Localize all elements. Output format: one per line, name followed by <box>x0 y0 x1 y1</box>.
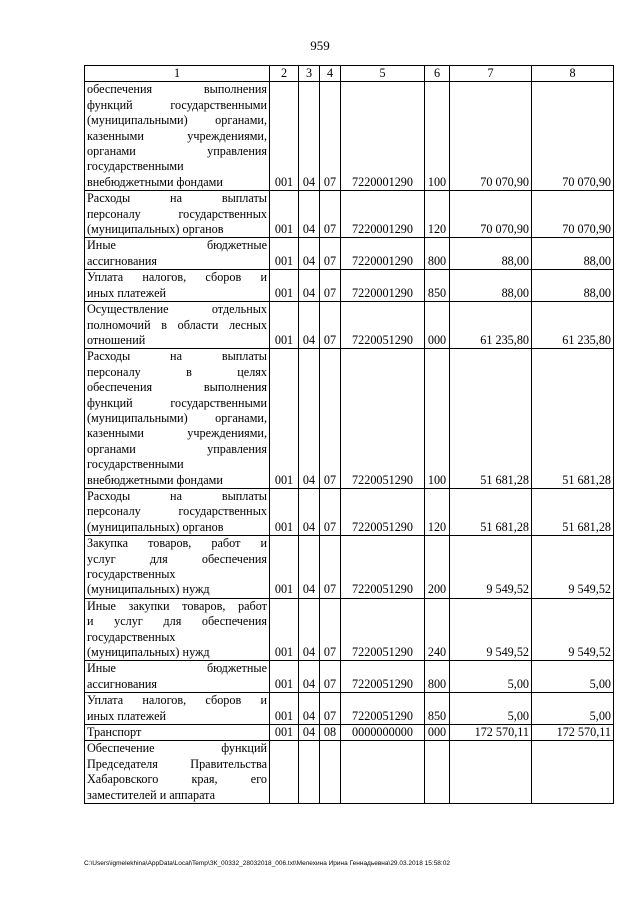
expense-type-cell: 100 <box>425 82 450 191</box>
expense-name-line: иных платежей <box>87 285 166 300</box>
expense-type-cell <box>425 741 450 804</box>
expense-name-line: функций государственными <box>87 395 267 410</box>
amount-cell: 70 070,90 <box>532 191 614 238</box>
expense-type-cell: 100 <box>425 349 450 489</box>
subsection-code-cell <box>320 741 341 804</box>
expense-name-line: Уплата налогов, сборов и <box>87 693 267 708</box>
expense-type-cell: 000 <box>425 302 450 349</box>
expense-name-line: Уплата налогов, сборов и <box>87 270 267 285</box>
expense-name-line: государственными <box>87 159 184 174</box>
section-code-cell: 04 <box>299 488 320 535</box>
amount-cell <box>532 741 614 804</box>
admin-code-cell: 001 <box>270 725 299 741</box>
subsection-code-cell: 07 <box>320 661 341 693</box>
expense-name-line: казенными учреждениями, <box>87 128 267 143</box>
amount-cell: 70 070,90 <box>532 82 614 191</box>
table-row <box>85 598 614 661</box>
admin-code-cell: 001 <box>270 238 299 270</box>
section-code-cell: 04 <box>299 349 320 489</box>
amount-cell: 51 681,28 <box>450 488 532 535</box>
expense-name-line: Хабаровского края, его <box>87 772 267 787</box>
subsection-code-cell: 07 <box>320 238 341 270</box>
expense-name-line: внебюджетными фондами <box>87 472 223 487</box>
expense-name-line: (муниципальных) нужд <box>87 645 210 660</box>
expense-name-line: Расходы на выплаты <box>87 191 267 206</box>
expense-name-cell <box>85 661 270 693</box>
table-row <box>85 191 614 238</box>
expense-name-cell <box>85 82 270 191</box>
expense-name-line: обеспечения выполнения <box>87 82 267 97</box>
amount-cell: 88,00 <box>532 238 614 270</box>
section-code-cell: 04 <box>299 536 320 599</box>
table-row <box>85 270 614 302</box>
subsection-code-cell: 07 <box>320 536 341 599</box>
amount-cell: 70 070,90 <box>450 82 532 191</box>
expense-name-line: государственных <box>87 629 176 644</box>
target-article-cell: 7220051290 <box>341 302 425 349</box>
amount-cell: 172 570,11 <box>532 725 614 741</box>
expense-name-line: ассигнования <box>87 676 158 691</box>
amount-cell: 5,00 <box>450 693 532 725</box>
target-article-cell: 7220001290 <box>341 270 425 302</box>
amount-cell: 9 549,52 <box>450 598 532 661</box>
section-code-cell: 04 <box>299 238 320 270</box>
target-article-cell: 7220051290 <box>341 536 425 599</box>
subsection-code-cell: 07 <box>320 270 341 302</box>
table-row <box>85 693 614 725</box>
expense-name-line: и услуг для обеспечения <box>87 614 267 629</box>
target-article-cell: 7220051290 <box>341 488 425 535</box>
admin-code-cell: 001 <box>270 661 299 693</box>
table-row <box>85 725 614 741</box>
table-row <box>85 661 614 693</box>
table-row <box>85 238 614 270</box>
target-article-cell: 7220001290 <box>341 82 425 191</box>
amount-cell: 51 681,28 <box>450 349 532 489</box>
subsection-code-cell: 07 <box>320 191 341 238</box>
subsection-code-cell: 08 <box>320 725 341 741</box>
expense-type-cell: 200 <box>425 536 450 599</box>
column-header: 7 <box>450 66 532 82</box>
section-code-cell: 04 <box>299 693 320 725</box>
expense-name-line: (муниципальных) органов <box>87 222 224 237</box>
table-row <box>85 302 614 349</box>
amount-cell: 88,00 <box>450 270 532 302</box>
budget-table <box>84 65 614 804</box>
expense-name-cell <box>85 725 270 741</box>
admin-code-cell <box>270 741 299 804</box>
column-header: 2 <box>270 66 299 82</box>
amount-cell <box>450 741 532 804</box>
expense-name-line: Председателя Правительства <box>87 756 267 771</box>
expense-name-cell <box>85 488 270 535</box>
admin-code-cell: 001 <box>270 349 299 489</box>
expense-name-cell <box>85 598 270 661</box>
expense-name-line: Расходы на выплаты <box>87 349 267 364</box>
column-header: 5 <box>341 66 425 82</box>
expense-name-line: персоналу государственных <box>87 206 267 221</box>
file-path-footer: C:\Users\igmelekhina\AppData\Local\Temp\ЗК_00332_28032018_006.txt\Мелехина Ирина Геннадьевна\29.03.2018 15:58:02 <box>84 860 450 867</box>
expense-name-line: функций государственными <box>87 97 267 112</box>
expense-name-line: внебюджетными фондами <box>87 174 223 189</box>
subsection-code-cell: 07 <box>320 82 341 191</box>
subsection-code-cell: 07 <box>320 598 341 661</box>
expense-name-line: услуг для обеспечения <box>87 551 267 566</box>
expense-name-cell <box>85 302 270 349</box>
amount-cell: 61 235,80 <box>532 302 614 349</box>
expense-type-cell: 800 <box>425 238 450 270</box>
table-row <box>85 82 614 191</box>
admin-code-cell: 001 <box>270 488 299 535</box>
expense-name-cell <box>85 693 270 725</box>
column-header: 8 <box>532 66 614 82</box>
amount-cell: 51 681,28 <box>532 488 614 535</box>
amount-cell: 88,00 <box>450 238 532 270</box>
admin-code-cell: 001 <box>270 598 299 661</box>
target-article-cell: 7220001290 <box>341 238 425 270</box>
admin-code-cell: 001 <box>270 302 299 349</box>
table-row <box>85 536 614 599</box>
expense-name-line: государственными <box>87 457 184 472</box>
expense-name-line: обеспечения выполнения <box>87 380 267 395</box>
section-code-cell: 04 <box>299 82 320 191</box>
expense-name-line: Иные бюджетные <box>87 661 267 676</box>
expense-name-line: заместителей и аппарата <box>87 787 216 802</box>
section-code-cell: 04 <box>299 598 320 661</box>
target-article-cell: 7220001290 <box>341 191 425 238</box>
target-article-cell: 7220051290 <box>341 349 425 489</box>
table-row <box>85 488 614 535</box>
admin-code-cell: 001 <box>270 270 299 302</box>
page-number: 959 <box>310 38 330 53</box>
expense-name-cell <box>85 270 270 302</box>
section-code-cell: 04 <box>299 270 320 302</box>
admin-code-cell: 001 <box>270 191 299 238</box>
expense-type-cell: 850 <box>425 693 450 725</box>
amount-cell: 9 549,52 <box>532 598 614 661</box>
admin-code-cell: 001 <box>270 693 299 725</box>
amount-cell: 51 681,28 <box>532 349 614 489</box>
expense-name-line: казенными учреждениями, <box>87 426 267 441</box>
amount-cell: 9 549,52 <box>532 536 614 599</box>
expense-name-line: отношений <box>87 332 146 347</box>
subsection-code-cell: 07 <box>320 302 341 349</box>
expense-name-line: ассигнования <box>87 253 158 268</box>
expense-name-cell <box>85 536 270 599</box>
amount-cell: 88,00 <box>532 270 614 302</box>
expense-name-line: (муниципальных) органов <box>87 519 224 534</box>
expense-name-line: Расходы на выплаты <box>87 488 267 503</box>
target-article-cell: 0000000000 <box>341 725 425 741</box>
expense-type-cell: 120 <box>425 488 450 535</box>
section-code-cell: 04 <box>299 191 320 238</box>
section-code-cell: 04 <box>299 302 320 349</box>
expense-name-cell <box>85 349 270 489</box>
expense-name-line: Закупка товаров, работ и <box>87 536 267 551</box>
amount-cell: 5,00 <box>532 661 614 693</box>
target-article-cell <box>341 741 425 804</box>
header-row <box>85 66 614 82</box>
admin-code-cell: 001 <box>270 82 299 191</box>
expense-name-line: Осуществление отдельных <box>87 302 267 317</box>
expense-name-line: полномочий в области лесных <box>87 317 267 332</box>
expense-name-line: Иные закупки товаров, работ <box>87 598 267 613</box>
table-row <box>85 741 614 804</box>
amount-cell: 5,00 <box>450 661 532 693</box>
expense-name-line: персоналу в целях <box>87 364 267 379</box>
section-code-cell: 04 <box>299 661 320 693</box>
admin-code-cell: 001 <box>270 536 299 599</box>
table-row <box>85 349 614 489</box>
expense-type-cell: 850 <box>425 270 450 302</box>
subsection-code-cell: 07 <box>320 488 341 535</box>
amount-cell: 70 070,90 <box>450 191 532 238</box>
expense-name-line: (муниципальных) нужд <box>87 582 210 597</box>
expense-name-line: иных платежей <box>87 708 166 723</box>
amount-cell: 9 549,52 <box>450 536 532 599</box>
expense-name-line: Иные бюджетные <box>87 238 267 253</box>
expense-name-line: (муниципальными) органами, <box>87 113 267 128</box>
expense-type-cell: 800 <box>425 661 450 693</box>
target-article-cell: 7220051290 <box>341 661 425 693</box>
expense-name-line: Обеспечение функций <box>87 741 267 756</box>
table-body <box>85 82 614 804</box>
target-article-cell: 7220051290 <box>341 693 425 725</box>
expense-name-line: персоналу государственных <box>87 504 267 519</box>
column-header: 6 <box>425 66 450 82</box>
expense-name-cell <box>85 191 270 238</box>
expense-name-line: органами управления <box>87 144 267 159</box>
section-code-cell: 04 <box>299 725 320 741</box>
column-header: 4 <box>320 66 341 82</box>
column-header: 1 <box>85 66 270 82</box>
subsection-code-cell: 07 <box>320 693 341 725</box>
amount-cell: 5,00 <box>532 693 614 725</box>
column-header: 3 <box>299 66 320 82</box>
expense-name-line: Транспорт <box>87 725 142 740</box>
amount-cell: 172 570,11 <box>450 725 532 741</box>
section-code-cell <box>299 741 320 804</box>
expense-name-line: (муниципальными) органами, <box>87 410 267 425</box>
expense-name-cell <box>85 741 270 804</box>
expense-type-cell: 240 <box>425 598 450 661</box>
expense-name-line: органами управления <box>87 441 267 456</box>
expense-name-line: государственных <box>87 567 176 581</box>
expense-name-cell <box>85 238 270 270</box>
expense-type-cell: 120 <box>425 191 450 238</box>
amount-cell: 61 235,80 <box>450 302 532 349</box>
expense-type-cell: 000 <box>425 725 450 741</box>
subsection-code-cell: 07 <box>320 349 341 489</box>
target-article-cell: 7220051290 <box>341 598 425 661</box>
